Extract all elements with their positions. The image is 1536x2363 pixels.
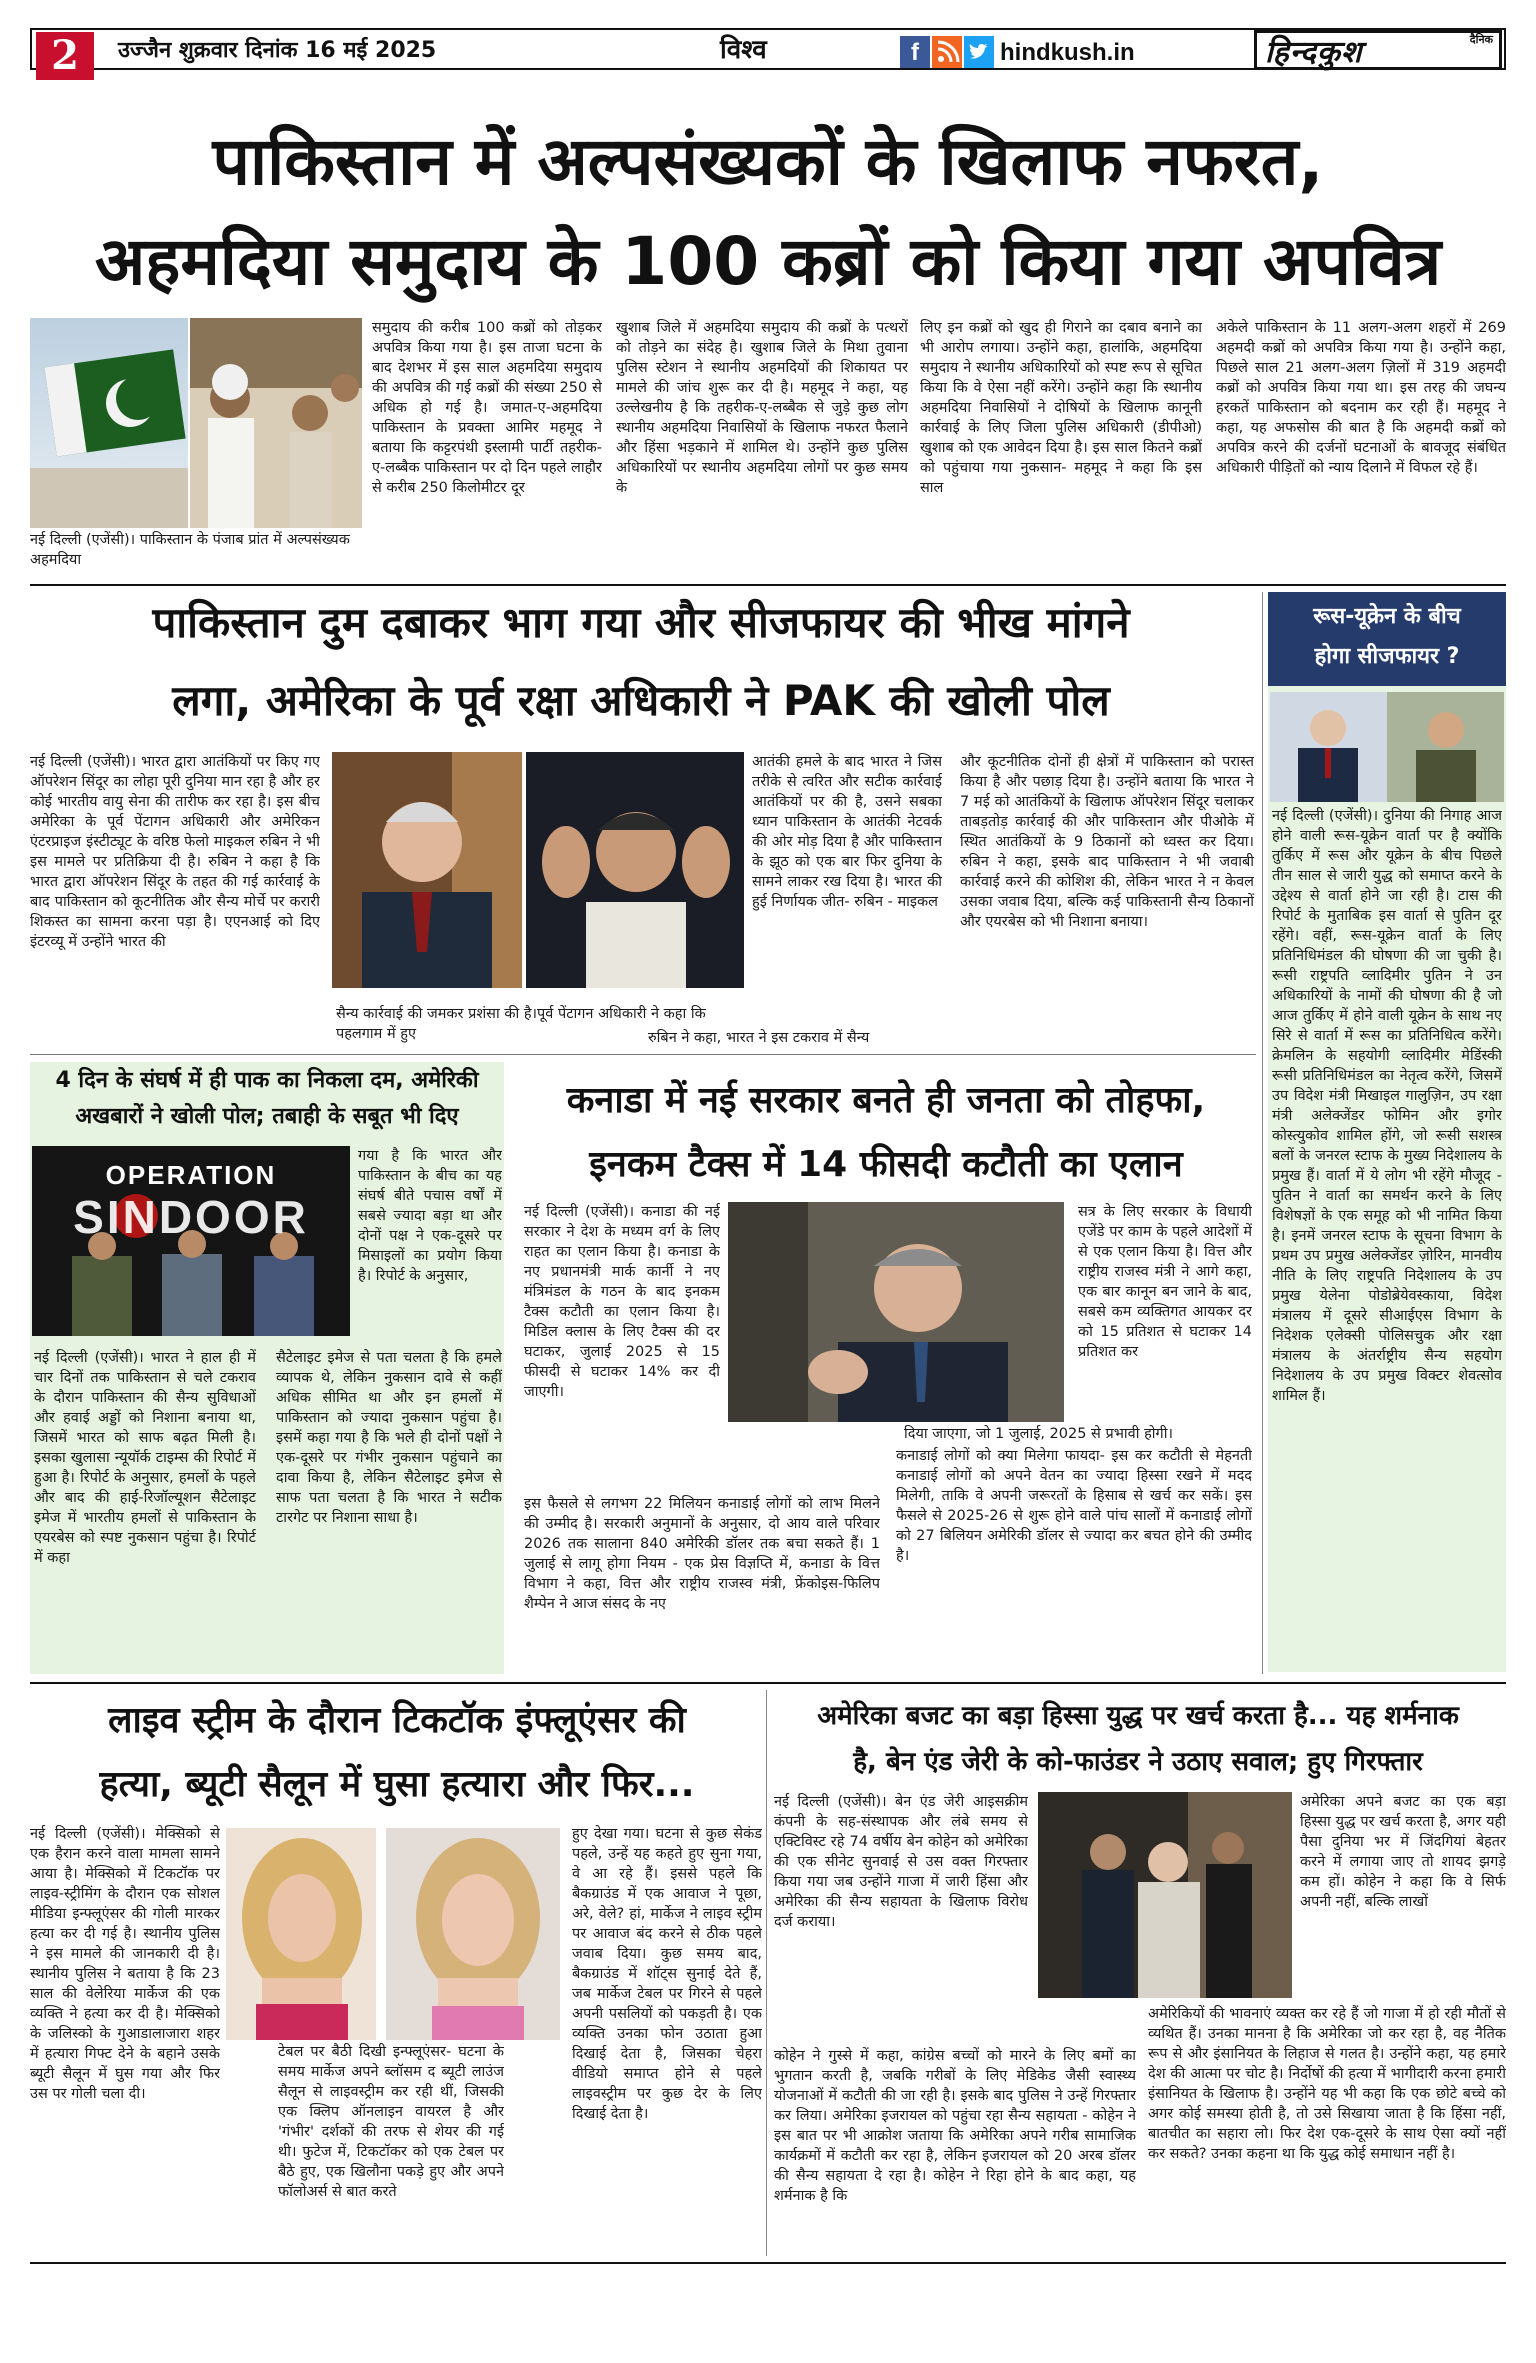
page-number: 2 bbox=[36, 32, 94, 80]
article2-col3: आतंकी हमले के बाद भारत ने जिस तरीके से त्वरित और सटीक कार्रवाई आतंकियों पर की है, उसने सबका ध्यान पाकिस्तान के आतंकी नेटवर्क की ओर मोड़ दिया है और पाकिस्तान के झूठ को एक बार फिर दुनिया के सामने लाकर रख दिया है। भारत की हुई निर्णायक जीत- रुबिन - माइकल bbox=[752, 754, 942, 910]
facebook-icon[interactable]: f bbox=[900, 36, 930, 68]
article7-headline-line1: अमेरिका बजट का बड़ा हिस्सा युद्ध पर खर्च करता है... यह शर्मनाक bbox=[817, 1701, 1459, 1731]
article2-col1: नई दिल्ली (एजेंसी)। भारत द्वारा आतंकियों पर किए गए ऑपरेशन सिंदूर का लोहा पूरी दुनिया मान रहा है और हर कोई भारतीय वायु सेना की तारीफ कर रहा है। इस बीच अमेरिका के पूर्व पेंटागन अधिकारी और अमेरिकन एंटरप्राइज इंस्टीट्यूट के वरिष्ठ फेलो माइकल रुबिन ने भी इस मामले पर प्रतिक्रिया दी है। रुबिन ने कहा है कि भारत द्वारा ऑपरेशन सिंदूर के तहत की गई कार्रवाई के बाद पाकिस्तान को कूटनीतिक और सैन्य मोर्चे पर करारी शिकस्त का सामना करना पड़ा है। एएनआई को दिए इंटरव्यू में उन्होंने भारत की bbox=[30, 754, 320, 950]
article3-photo bbox=[1270, 692, 1504, 802]
article6-headline-line2: हत्या, ब्यूटी सैलून में घुसा हत्यारा और फिर... bbox=[99, 1764, 695, 1805]
article7-photo-arrest bbox=[1038, 1792, 1292, 1998]
divider-a2-a3 bbox=[1262, 592, 1263, 1674]
photo-text-operation: OPERATION bbox=[105, 1160, 277, 1190]
article5-photo-carney bbox=[728, 1202, 1064, 1422]
article2-headline-line1: पाकिस्तान दुम दबाकर भाग गया और सीजफायर की भीख मांगने bbox=[152, 598, 1130, 647]
article2-headline-line2: लगा, अमेरिका के पूर्व रक्षा अधिकारी ने PAK की खोली पोल bbox=[172, 676, 1110, 725]
article5-col3-tail: दिया जाएगा, जो 1 जुलाई, 2025 से प्रभावी होगी। bbox=[904, 1426, 1173, 1442]
article7-headline-line2: है, बेन एंड जेरी के को-फाउंडर ने उठाए सवाल; हुए गिरफ्तार bbox=[853, 1747, 1423, 1777]
photo-text-sindoor: SINDOOR bbox=[73, 1191, 309, 1243]
article7-col1-bottom: कोहेन ने गुस्से में कहा, कांग्रेस बच्चों को मारने के लिए बमों का भुगतान करती है, जबकि गरीबों के लिए मेडिकेड जैसी स्वास्थ्य योजनाओं में कटौती की जा रही है। इसके बाद पुलिस ने उन्हें गिरफ्तार कर लिया। अमेरिका इजरायल को पहुंचा रहा सैन्य सहायता - कोहेन ने इस बात पर भी आक्रोश जताया कि अमेरिका अपने गरीब सामाजिक कार्यक्रमों में कटौती कर रहा है, लेकिन इजरायल को 20 अरब डॉलर की सैन्य सहायता दे रहा है। कोहेन ने रिहा होने के बाद कहा, यह शर्मनाक है कि bbox=[774, 2048, 1136, 2204]
article6-col3: हुए देखा गया। घटना से कुछ सेकंड पहले, उन्हें यह कहते हुए सुना गया, वे आ रहे हैं। इससे पहले कि बैकग्राउंड में एक आवाज ने पूछा, अरे, वेले? हां, मार्केज ने लाइव स्ट्रीम पर आवाज बंद करने से ठीक पहले जवाब दिया। कुछ समय बाद, बैकग्राउंड में शॉट्स सुनाई देते हैं, जब मार्केज टेबल पर गिरने से पहले अपनी पसलियों को पकड़ती है। एक व्यक्ति उनका फोन उठाता हुआ दिखाई देता है, जिसका चेहरा वीडियो समाप्त होने से पहले लाइवस्ट्रीम पर कुछ देर के लिए दिखाई देता है। bbox=[572, 1826, 762, 2122]
article7-col2-top: अमेरिका अपने बजट का एक बड़ा हिस्सा युद्ध पर खर्च करता है, अगर यही पैसा दुनिया भर में जिंदगियां बेहतर करने में लगाया जाए तो शायद झगड़े कम हों। कोहेन ने कहा कि वे सिर्फ अपनी नहीं, बल्कि लाखों bbox=[1300, 1794, 1506, 1910]
dateline: उज्जैन शुक्रवार दिनांक 16 मई 2025 bbox=[118, 38, 437, 63]
article2-col4: और कूटनीतिक दोनों ही क्षेत्रों में पाकिस्तान को परास्त किया है और पछाड़ दिया है। उन्होंने बताया कि भारत ने 7 मई को आतंकियों के खिलाफ ऑपरेशन सिंदूर चलाकर ताबड़तोड़ कार्रवाई की और पाकिस्तान और पीओके में स्थित आतंकियों के 9 ठिकानों को ध्वस्त कर दिया। रुबिन ने कहा, इसके बाद पाकिस्तान ने भी जवाबी कार्रवाई करने की कोशिश की, लेकिन भारत ने न केवल उसका जवाब दिया, बल्कि कई पाकिस्तानी सैन्य ठिकानों और एयरबेस को भी निशाना बनाया। bbox=[960, 754, 1254, 930]
article4-col1: नई दिल्ली (एजेंसी)। भारत ने हाल ही में चार दिनों तक पाकिस्तान से चले टकराव के दौरान पाकिस्तान की सैन्य सुविधाओं और हवाई अड्डों को निशाना बनाया था, जिसमें भारत को साफ बढ़त मिली है। इसका खुलासा न्यूयॉर्क टाइम्स की रिपोर्ट में हुआ है। रिपोर्ट के अनुसार, हमलों के पहले और बाद की हाई-रिजॉल्यूशन सैटेलाइट इमेज में भारतीय हमलों से पाकिस्तान के एयरबेस को स्पष्ट नुकसान पहुंचा है। रिपोर्ट में कहा bbox=[34, 1350, 256, 1566]
article1-col4: अकेले पाकिस्तान के 11 अलग-अलग शहरों में 269 अहमदी कब्रों को अपवित्र किया गया है। उन्होंने कहा, पिछले साल 21 अलग-अलग ज़िलों में 319 अहमदी कब्रों को अपवित्र किया गया था। इस तरह की जघन्य हरकतें पाकिस्तान को बदनाम कर रही हैं। महमूद ने कहा, यह अफसोस की बात है कि अहमदी कब्रों को अपवित्र करने की दर्जनों घटनाओं के बावजूद संबंधित अधिकारी पीड़ितों को न्याय दिलाने में विफल रहे हैं। bbox=[1216, 320, 1506, 476]
article7-col2-bottom: अमेरिकियों की भावनाएं व्यक्त कर रहे हैं जो गाजा में हो रही मौतों से व्यथित हैं। उनका मानना है कि अमेरिका जो कर रहा है, वह नैतिक रूप से और इंसानियत के लिहाज से गलत है। उन्होंने कहा, यह हमारे देश की आत्मा पर चोट है। निर्दोषों की हत्या में भागीदारी करना हमारी इंसानियत के खिलाफ है। उन्होंने यह भी कहा कि एक छोटे बच्चे को अगर कोई समस्या होती है, तो उसे सिखाया जाता है कि हिंसा नहीं, बातचीत का सहारा लो। फिर देश एक-दूसरे के साथ ऐसा क्यों नहीं कर सकते? उनका कहना था कि युद्ध कोई समाधान नहीं है। bbox=[1148, 2006, 1506, 2162]
article5-col1: नई दिल्ली (एजेंसी)। कनाडा की नई सरकार ने देश के मध्यम वर्ग के लिए राहत का एलान किया है। कनाडा के नए प्रधानमंत्री मार्क कार्नी ने नए मंत्रिमंडल के गठन के बाद इनकम टैक्स कटौती का एलान किया है। मिडिल क्लास के लिए टैक्स की दर घटाकर, जुलाई 2025 से 15 फीसदी से घटाकर 14% कर दी जाएगी। bbox=[524, 1204, 720, 1400]
article1-photo-flag bbox=[30, 318, 188, 528]
divider-a2-bottom bbox=[30, 1054, 1256, 1055]
divider-footer bbox=[30, 2262, 1506, 2264]
brand-logo bbox=[1254, 30, 1502, 70]
article5-headline-line1: कनाडा में नई सरकार बनते ही जनता को तोहफा, bbox=[566, 1080, 1206, 1121]
article1-col1: समुदाय की करीब 100 कब्रों को तोड़कर अपवित्र किया गया है। इस ताजा घटना के बाद देशभर में इस साल अहमदिया समुदाय की अपवित्र की गई कब्रों की संख्या 250 से अधिक हो गई है। जमात-ए-अहमदिया पाकिस्तान के प्रवक्ता आमिर महमूद ने बताया कि कट्टरपंथी इस्लामी पार्टी तहरीक-ए-लब्बैक पाकिस्तान पर दो दिन पहले लाहौर से करीब 250 किलोमीटर दूर bbox=[372, 320, 602, 496]
article5-headline-line2: इनकम टैक्स में 14 फीसदी कटौती का एलान bbox=[589, 1144, 1183, 1185]
divider-a6-a7 bbox=[766, 1690, 767, 2256]
article5-bottom-right: कनाडाई लोगों को क्या मिलेगा फायदा- इस कर कटौती से मेहनती कनाडाई लोगों को अपने वेतन का ज्यादा हिस्सा रखने में मदद मिलेगी, ताकि वे अपनी जरूरतों के हिसाब से खर्च कर सकें। इस फैसले से 2025-26 से शुरू होने वाले पांच सालों में कनाडाई लोगों को 27 बिलियन अमेरिकी डॉलर से ज्यादा कर बचत होने की उम्मीद है। bbox=[896, 1448, 1252, 1564]
divider-a1-bottom bbox=[30, 584, 1506, 586]
article2-photo-rubin bbox=[332, 752, 522, 988]
divider-a5-bottom bbox=[30, 1682, 1506, 1684]
article4-headline-line2: अखबारों ने खोली पोल; तबाही के सबूत भी दिए bbox=[75, 1104, 459, 1129]
section-label: विश्व bbox=[720, 35, 767, 65]
article4-headline-line1: 4 दिन के संघर्ष में ही पाक का निकला दम, अमेरिकी bbox=[55, 1068, 479, 1093]
article5-bottom-left: इस फैसले से लगभग 22 मिलियन कनाडाई लोगों को लाभ मिलने की उम्मीद है। सरकारी अनुमानों के अनुसार, दो आय वाले परिवार 2026 तक सालाना 840 अमेरिकी डॉलर तक बचा सकते हैं। 1 जुलाई से लागू होगा नियम - एक प्रेस विज्ञप्ति में, कनाडा के वित्त विभाग ने कहा, वित्त और राष्ट्रीय राजस्व मंत्री, फ्रेंकोइस-फिलिप शैम्पेन ने आज संसद के नए bbox=[524, 1496, 880, 1612]
website-link[interactable]: hindkush.in bbox=[1000, 39, 1135, 66]
article4-col2: सैटेलाइट इमेज से पता चलता है कि हमले व्यापक थे, लेकिन नुकसान दावे से कहीं अधिक सीमित था और इन हमलों में पाकिस्तान को ज्यादा नुकसान पहुंचा है। इसमें कहा गया है कि भले ही दोनों पक्षों ने एक-दूसरे पर गंभीर नुकसान पहुंचाने का दावा किया है, लेकिन सैटेलाइट इमेज से साफ पता चलता है कि भारत ने सटीक टारगेट पर निशाना साधा है। bbox=[276, 1350, 502, 1526]
article6-photo-influencer-1 bbox=[226, 1828, 376, 2040]
article3-headline-line2: होगा सीजफायर ? bbox=[1314, 644, 1460, 669]
article6-photo-influencer-2 bbox=[386, 1828, 560, 2040]
article3-body: नई दिल्ली (एजेंसी)। दुनिया की निगाह आज होने वाली रूस-यूक्रेन वार्ता पर है क्योंकि तुर्किए में रूस और यूक्रेन के बीच पिछले तीन साल से जारी युद्ध को समाप्त करने के उद्देश्य से वार्ता होने जा रही है। टास की रिपोर्ट के मुताबिक इस वार्ता से पुतिन दूर रहेंगे। वहीं, रूस-यूक्रेन वार्ता के लिए प्रतिनिधिमंडल की घोषणा की जा चुकी है। रूसी राष्ट्रपति व्लादिमीर पुतिन ने उन अधिकारियों के नामों की घोषणा की है जो आज तुर्किए में होने वाली यूक्रेन के साथ नए सिरे से वार्ता में रूस का प्रतिनिधित्व करेंगे। क्रेमलिन के सहयोगी व्लादिमीर मेडिंस्की रूसी प्रतिनिधिमंडल का नेतृत्व करेंगे, जिसमें उप विदेश मंत्री मिखाइल गालुज़िन, उप रक्षा मंत्री अलेक्जेंडर फोमिन और इगोर कोस्त्युकोव शामिल होंगे, जो रूसी सशस्त्र बलों के जनरल स्टाफ के मुख्य निदेशालय के प्रमुख हैं। वार्ता में ये लोग भी रहेंगे मौजूद - पुतिन ने वार्ता का समर्थन करने के लिए विशेषज्ञों के एक समूह को भी नामित किया है। इनमें जनरल स्टाफ के सूचना विभाग के प्रथम उप प्रमुख अलेक्जेंडर ज़ोरिन, मानवीय नीति के लिए राष्ट्रपति निदेशालय के उप प्रमुख येलेना पोडोब्रेयेवस्काया, विदेश मंत्रालय में दूसरे सीआईएस विभाग के निदेशक एलेक्सी पोलिसचुक और रक्षा मंत्रालय के अंतर्राष्ट्रीय सैन्य सहयोग निदेशालय के उप प्रमुख विक्टर शेवत्सोव शामिल हैं। bbox=[1272, 808, 1502, 1404]
article4-side-col: गया है कि भारत और पाकिस्तान के बीच का यह संघर्ष बीते पचास वर्षों में सबसे ज्यादा बड़ा था और दोनों पक्ष ने एक-दूसरे पर मिसाइलों का प्रयोग किया है। रिपोर्ट के अनुसार, bbox=[358, 1148, 502, 1284]
article1-photo-caption: नई दिल्ली (एजेंसी)। पाकिस्तान के पंजाब प्रांत में अल्पसंख्यक अहमदिया bbox=[30, 532, 350, 568]
article1-headline-line2: अहमदिया समुदाय के 100 कब्रों को किया गया अपवित्र bbox=[94, 223, 1442, 300]
article5-col3: सत्र के लिए सरकार के विधायी एजेंडे पर काम के पहले आदेशों में से एक एलान किया है। वित्त और राष्ट्रीय राजस्व मंत्री ने आगे कहा, एक बार कानून बन जाने के बाद, सबसे कम व्यक्तिगत आयकर दर को 15 प्रतिशत से घटाकर 14 प्रतिशत कर bbox=[1078, 1204, 1252, 1360]
article1-headline-line1: पाकिस्तान में अल्पसंख्यकों के खिलाफ नफरत, bbox=[212, 123, 1324, 200]
article2-col3-tail: रुबिन ने कहा, भारत ने इस टकराव में सैन्य bbox=[648, 1030, 870, 1046]
article2-photo-caption: सैन्य कार्रवाई की जमकर प्रशंसा की है।पूर्व पेंटागन अधिकारी ने कहा कि पहलगाम में हुए bbox=[336, 1006, 706, 1042]
article3-headline-line1: रूस-यूक्रेन के बीच bbox=[1313, 604, 1461, 629]
article1-photo-crowd bbox=[190, 318, 362, 528]
article1-col2: खुशाब जिले में अहमदिया समुदाय की कब्रों के पत्थरों को तोड़ने का संदेह है। खुशाब जिले के मिथा तुवाना पुलिस स्टेशन ने स्थानीय अहमदियों की शिकायत पर मामले की जांच शुरू कर दी है। महमूद ने कहा, यह उल्लेखनीय है कि तहरीक-ए-लब्बैक से जुड़े कुछ लोग स्थानीय अहमदिया निवासियों के खिलाफ नफरत फैलाने और हिंसा भड़काने में शामिल थे। उन्होंने कुछ पुलिस अधिकारियों पर स्थानीय अहमदिया लोगों पर कुछ समय के bbox=[616, 320, 908, 496]
article6-headline-line1: लाइव स्ट्रीम के दौरान टिकटॉक इंफ्लूएंसर की bbox=[108, 1700, 686, 1741]
article6-col1: नई दिल्ली (एजेंसी)। मेक्सिको से एक हैरान करने वाला मामला सामने आया है। मेक्सिको में टिकटॉक पर लाइव-स्ट्रीमिंग के दौरान एक सोशल मीडिया इन्फ्लूएंसर की गोली मारकर हत्या कर दी गई है। स्थानीय पुलिस ने इस मामले की जानकारी दी है। स्थानीय पुलिस ने बताया है कि 23 साल की वेलेरिया मार्केज की एक व्यक्ति ने हत्या कर दी है। मेक्सिको के जलिस्को के गुआडालाजारा शहर में हत्यारा गिफ्ट देने के बहाने उसके ब्यूटी सैलून में घुस गया और फिर उस पर गोली चला दी। bbox=[30, 1826, 220, 2102]
rss-icon[interactable] bbox=[932, 36, 962, 68]
twitter-icon[interactable] bbox=[964, 36, 994, 68]
brand-name: हिन्दकुश bbox=[1265, 35, 1363, 70]
article1-col3: लिए इन कब्रों को खुद ही गिराने का दबाव बनाने का भी आरोप लगाया। उन्होंने कहा, हालांकि, अहमदिया समुदाय ने स्थानीय अधिकारियों को स्पष्ट रूप से सूचित किया कि वे ऐसा नहीं करेंगे। उन्होंने कहा कि स्थानीय अहमदिया निवासियों ने दोषियों के खिलाफ कानूनी कार्रवाई के लिए जिला पुलिस अधिकारी (डीपीओ) खुशाब को एक आवेदन दिया है। इस साल कितने कब्रों को पहुंचाया गया नुकसान- महमूद ने कहा कि इस साल bbox=[920, 320, 1202, 496]
article7-col1-top: नई दिल्ली (एजेंसी)। बेन एंड जेरी आइसक्रीम कंपनी के सह-संस्थापक और लंबे समय से एक्टिविस्ट रहे 74 वर्षीय बेन कोहेन को अमेरिका की एक सीनेट सुनवाई से उस वक्त गिरफ्तार किया गया जब उन्होंने गाजा में जारी हिंसा और अमेरिका की सैन्य सहायता के खिलाफ विरोध दर्ज कराया। bbox=[774, 1794, 1028, 1930]
article4-photo-operation-sindoor bbox=[32, 1146, 350, 1336]
article6-col2: टेबल पर बैठी दिखी इन्फ्लूएंसर- घटना के समय मार्केज अपने ब्लॉसम द ब्यूटी लाउंज सैलून से लाइवस्ट्रीम कर रही थीं, जिसकी एक क्लिप ऑनलाइन वायरल है और 'गंभीर' दर्शकों की तरफ से शेयर की गई थी। फुटेज में, टिकटॉकर को एक टेबल पर बैठे हुए, एक खिलौना पकड़े हुए और अपने फॉलोअर्स से बात करते bbox=[278, 2044, 504, 2200]
brand-small: दैनिक bbox=[1469, 33, 1493, 46]
article2-photo-sharif bbox=[526, 752, 744, 988]
